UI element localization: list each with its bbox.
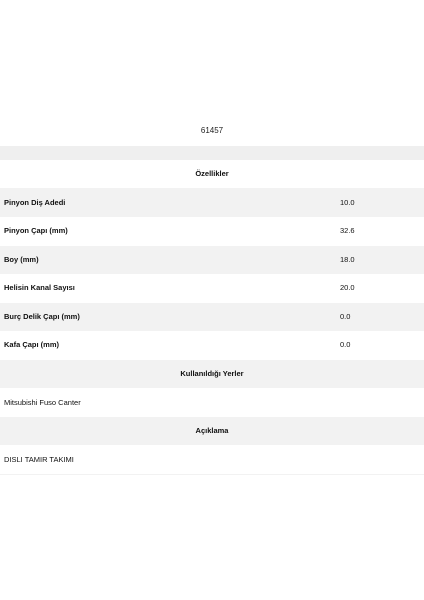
top-divider-band bbox=[0, 146, 424, 160]
spec-value: 10.0 bbox=[340, 198, 355, 207]
specs-section-title: Özellikler bbox=[0, 160, 424, 189]
description-section-title: Açıklama bbox=[0, 417, 424, 445]
spec-row bbox=[0, 331, 424, 359]
spec-row bbox=[0, 189, 424, 217]
spec-row bbox=[0, 246, 424, 274]
spec-label: Pinyon Çapı (mm) bbox=[4, 226, 68, 235]
spec-label: Burç Delik Çapı (mm) bbox=[4, 312, 80, 321]
usage-text-row bbox=[0, 389, 424, 418]
spec-row bbox=[0, 303, 424, 331]
usage-section-title: Kullanıldığı Yerler bbox=[0, 360, 424, 388]
product-code: 61457 bbox=[200, 126, 224, 135]
spec-value: 0.0 bbox=[340, 312, 351, 321]
spec-label: Kafa Çapı (mm) bbox=[4, 340, 60, 349]
description-text: DISLI TAMIR TAKIMI bbox=[4, 455, 74, 464]
spec-label: Boy (mm) bbox=[4, 255, 39, 264]
spec-value: 0.0 bbox=[340, 340, 351, 349]
spec-value: 20.0 bbox=[340, 283, 355, 292]
spec-row bbox=[0, 274, 424, 302]
spec-label: Helisin Kanal Sayısı bbox=[4, 283, 75, 292]
description-text-row bbox=[0, 446, 424, 475]
spec-row bbox=[0, 217, 424, 245]
spec-label: Pinyon Diş Adedi bbox=[4, 198, 66, 207]
spec-value: 32.6 bbox=[340, 226, 355, 235]
spec-value: 18.0 bbox=[340, 255, 355, 264]
usage-text: Mitsubishi Fuso Canter bbox=[4, 398, 81, 407]
